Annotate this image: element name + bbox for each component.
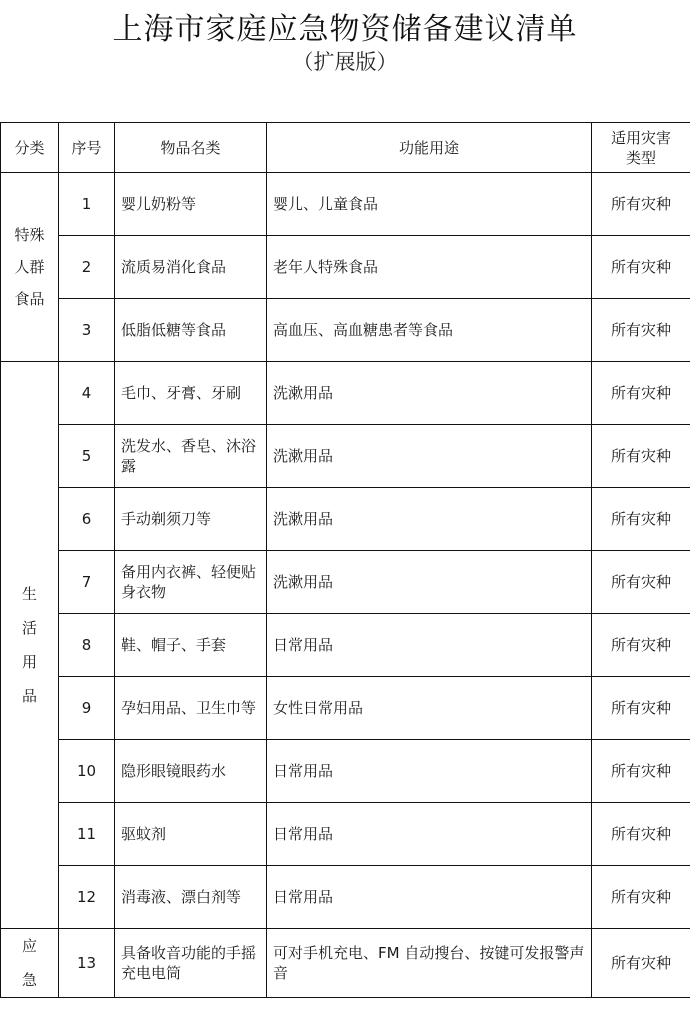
category-line: 活 [21,619,37,637]
supply-table [0,122,690,998]
category-daily-supplies [1,362,59,929]
category-line: 用 [21,653,37,671]
header-category: 分类 [1,123,59,173]
row-number: 11 [59,803,115,866]
row-usage: 日常用品 [267,614,592,677]
row-usage: 老年人特殊食品 [267,236,592,299]
row-item: 鞋、帽子、手套 [115,614,267,677]
row-number: 1 [59,173,115,236]
row-usage: 婴儿、儿童食品 [267,173,592,236]
table-row [1,614,690,677]
row-item: 具备收音功能的手摇充电电筒 [115,929,267,998]
header-number: 序号 [59,123,115,173]
row-usage: 女性日常用品 [267,677,592,740]
category-line: 食品 [14,290,45,308]
row-usage: 可对手机充电、FM 自动搜台、按键可发报警声音 [267,929,592,998]
table-row [1,929,690,998]
row-item: 消毒液、漂白剂等 [115,866,267,929]
document-subtitle: （扩展版） [292,50,398,74]
row-item: 孕妇用品、卫生巾等 [115,677,267,740]
row-item: 低脂低糖等食品 [115,299,267,362]
row-usage: 洗漱用品 [267,362,592,425]
table-row [1,866,690,929]
row-number: 12 [59,866,115,929]
table-row [1,236,690,299]
row-disaster-type: 所有灾种 [592,425,690,488]
row-usage: 日常用品 [267,740,592,803]
table-row [1,677,690,740]
row-number: 6 [59,488,115,551]
document-title: 上海市家庭应急物资储备建议清单 [112,12,578,47]
table-row [1,299,690,362]
row-item: 流质易消化食品 [115,236,267,299]
row-disaster-type: 所有灾种 [592,866,690,929]
table-row [1,488,690,551]
row-usage: 日常用品 [267,866,592,929]
row-item: 毛巾、牙膏、牙刷 [115,362,267,425]
row-number: 8 [59,614,115,677]
row-disaster-type: 所有灾种 [592,362,690,425]
category-line: 特殊 [14,226,45,244]
row-disaster-type: 所有灾种 [592,299,690,362]
category-line: 品 [21,687,37,705]
row-disaster-type: 所有灾种 [592,173,690,236]
row-number: 3 [59,299,115,362]
row-disaster-type: 所有灾种 [592,551,690,614]
header-disaster-type [592,123,690,173]
row-number: 9 [59,677,115,740]
header-usage: 功能用途 [267,123,592,173]
row-number: 13 [59,929,115,998]
table-row [1,425,690,488]
row-disaster-type: 所有灾种 [592,614,690,677]
row-disaster-type: 所有灾种 [592,740,690,803]
row-number: 7 [59,551,115,614]
row-item: 婴儿奶粉等 [115,173,267,236]
row-disaster-type: 所有灾种 [592,929,690,998]
row-usage: 洗漱用品 [267,488,592,551]
table-row [1,362,690,425]
row-item: 洗发水、香皂、沐浴露 [115,425,267,488]
category-line: 人群 [14,258,45,276]
category-line: 生 [21,585,37,603]
table-header-row [1,123,690,173]
table-row [1,740,690,803]
header-item: 物品名类 [115,123,267,173]
row-number: 5 [59,425,115,488]
table-row [1,551,690,614]
row-number: 10 [59,740,115,803]
category-line: 应 [21,937,37,955]
header-type-line2: 类型 [625,148,656,167]
category-special-food [1,173,59,362]
row-item: 手动剃须刀等 [115,488,267,551]
row-item: 驱蚊剂 [115,803,267,866]
row-number: 2 [59,236,115,299]
row-usage: 洗漱用品 [267,425,592,488]
row-disaster-type: 所有灾种 [592,236,690,299]
row-usage: 高血压、高血糖患者等食品 [267,299,592,362]
row-item: 隐形眼镜眼药水 [115,740,267,803]
table-row [1,803,690,866]
table-row [1,173,690,236]
row-usage: 日常用品 [267,803,592,866]
category-line: 急 [21,971,37,989]
category-emergency [1,929,59,998]
row-usage: 洗漱用品 [267,551,592,614]
header-type-line1: 适用灾害 [610,128,671,147]
row-item: 备用内衣裤、轻便贴身衣物 [115,551,267,614]
row-number: 4 [59,362,115,425]
row-disaster-type: 所有灾种 [592,488,690,551]
row-disaster-type: 所有灾种 [592,803,690,866]
row-disaster-type: 所有灾种 [592,677,690,740]
